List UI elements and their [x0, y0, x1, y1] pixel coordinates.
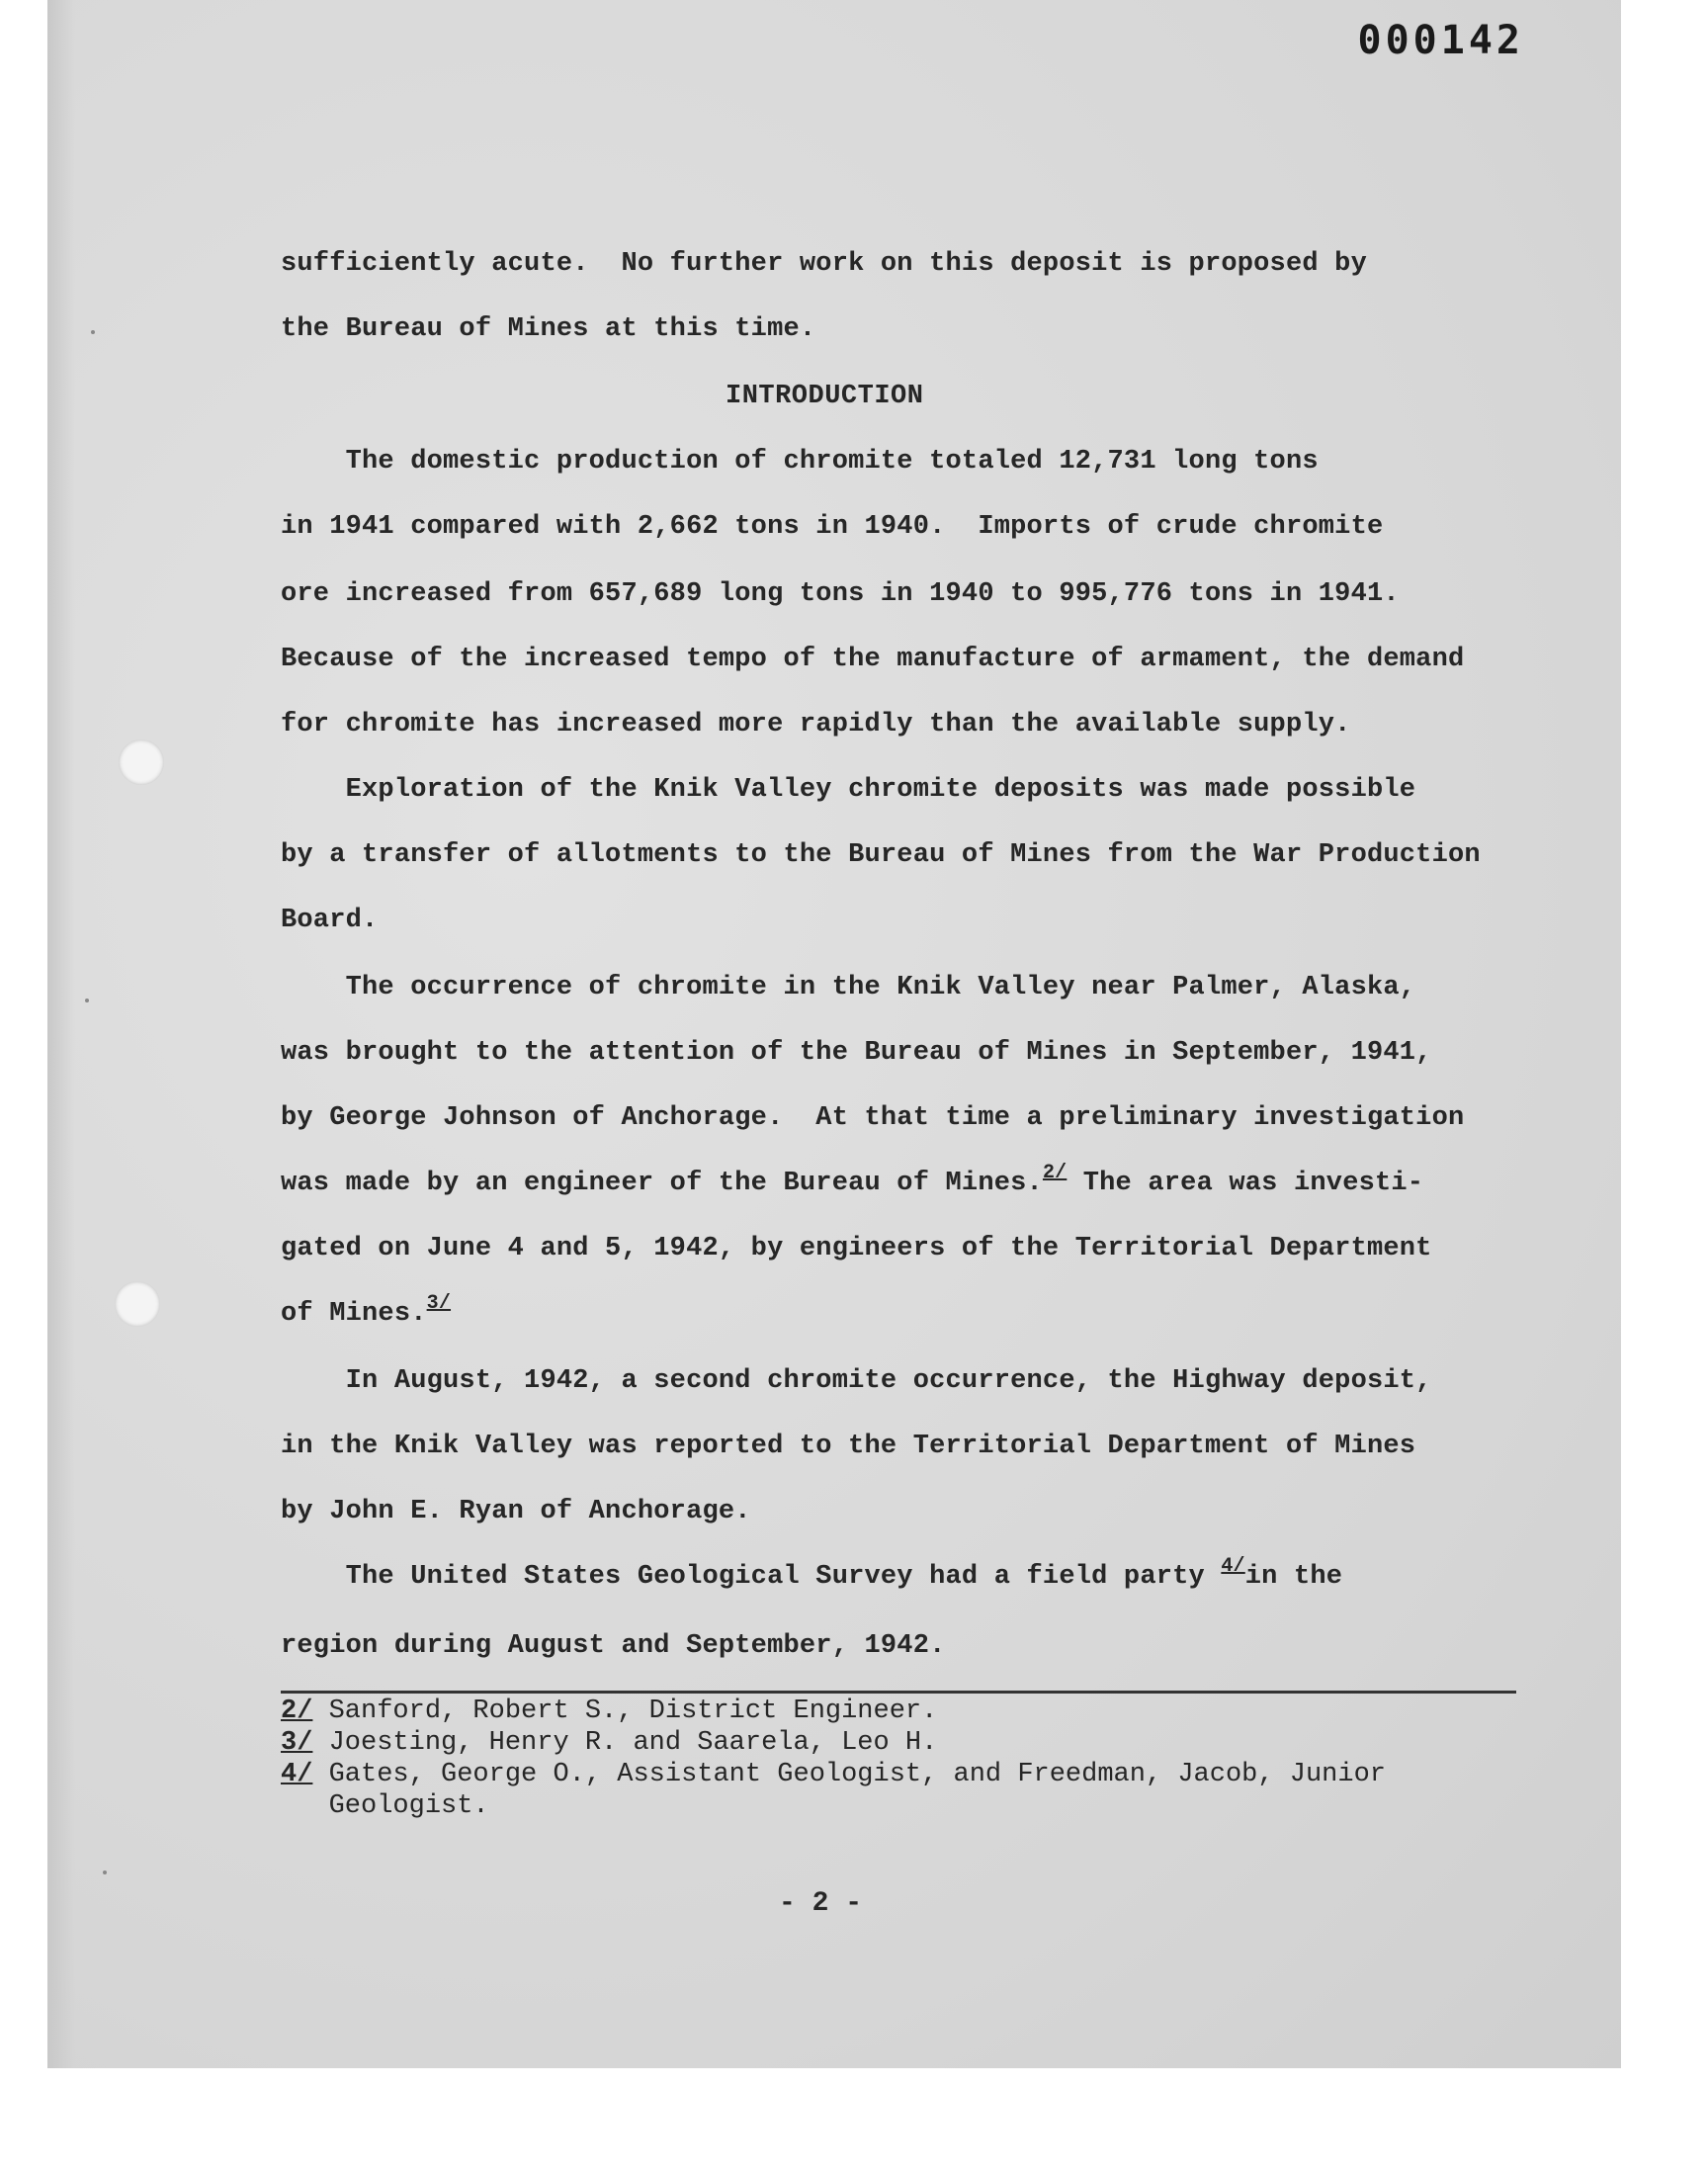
footnote-reference-2: 2/	[1042, 1162, 1068, 1184]
footnote-2	[281, 1696, 937, 1726]
footnote-number: 2/	[281, 1696, 313, 1726]
body-line-15: gated on June 4 and 5, 1942, by engineers of the Territorial Department	[281, 1234, 1432, 1263]
body-line-6: Because of the increased tempo of the manufacture of armament, the demand	[281, 645, 1465, 674]
body-line-14-text: was made by an engineer of the Bureau of Mines.	[281, 1169, 1043, 1198]
footnote-text: Joesting, Henry R. and Saarela, Leo H.	[312, 1728, 938, 1758]
body-line-10: Board.	[281, 906, 379, 935]
body-line-16	[281, 1292, 452, 1329]
body-line-5: ore increased from 657,689 long tons in 1940 to 995,776 tons in 1941.	[281, 579, 1400, 609]
footnote-3	[281, 1728, 937, 1758]
footnote-number: 4/	[281, 1760, 313, 1789]
section-heading: INTRODUCTION	[726, 382, 924, 411]
body-line-20-text-after: in the	[1244, 1562, 1343, 1592]
binder-hole-bottom	[115, 1281, 160, 1327]
footnote-text: Geologist.	[281, 1791, 489, 1821]
body-line-9: by a transfer of allotments to the Bureau of Mines from the War Production	[281, 840, 1481, 870]
body-line-14-text-after: The area was investi-	[1067, 1169, 1424, 1198]
body-line-2: the Bureau of Mines at this time.	[281, 314, 816, 344]
body-line-4: in 1941 compared with 2,662 tons in 1940. Imports of crude chromite	[281, 512, 1384, 542]
page-footer-number: - 2 -	[778, 1888, 862, 1919]
body-line-14	[281, 1162, 1424, 1198]
footnote-reference-3: 3/	[426, 1292, 452, 1315]
scan-speck	[91, 330, 95, 334]
scan-speck	[85, 999, 89, 1002]
body-line-20-text: The United States Geological Survey had a field party	[281, 1562, 1222, 1592]
body-line-17: In August, 1942, a second chromite occurrence, the Highway deposit,	[281, 1366, 1432, 1396]
scan-speck	[103, 1870, 107, 1874]
footnote-divider	[281, 1691, 1516, 1694]
footnote-4-continued	[281, 1791, 489, 1821]
body-line-20	[281, 1555, 1343, 1592]
page-edge-shadow	[47, 0, 75, 2068]
footnote-text: Sanford, Robert S., District Engineer.	[312, 1696, 938, 1726]
binder-hole-top	[119, 740, 164, 785]
footnote-4	[281, 1760, 1386, 1789]
scanned-page	[47, 0, 1621, 2068]
page-stamp-number: 000142	[1357, 18, 1524, 63]
body-line-21: region during August and September, 1942.	[281, 1631, 946, 1661]
body-line-7: for chromite has increased more rapidly than the available supply.	[281, 710, 1351, 740]
body-line-19: by John E. Ryan of Anchorage.	[281, 1497, 751, 1526]
footnote-text: Gates, George O., Assistant Geologist, and Freedman, Jacob, Junior	[312, 1760, 1386, 1789]
body-line-13: by George Johnson of Anchorage. At that time a preliminary investigation	[281, 1103, 1465, 1133]
body-line-8: Exploration of the Knik Valley chromite deposits was made possible	[281, 775, 1416, 805]
footnote-number: 3/	[281, 1728, 313, 1758]
body-line-1: sufficiently acute. No further work on this deposit is proposed by	[281, 249, 1367, 279]
body-line-12: was brought to the attention of the Bureau of Mines in September, 1941,	[281, 1038, 1432, 1068]
body-line-16-text: of Mines.	[281, 1299, 427, 1329]
footnote-reference-4: 4/	[1221, 1555, 1245, 1578]
body-line-11: The occurrence of chromite in the Knik Valley near Palmer, Alaska,	[281, 973, 1416, 1002]
body-line-18: in the Knik Valley was reported to the Territorial Department of Mines	[281, 1432, 1416, 1461]
body-line-3: The domestic production of chromite totaled 12,731 long tons	[281, 447, 1319, 477]
